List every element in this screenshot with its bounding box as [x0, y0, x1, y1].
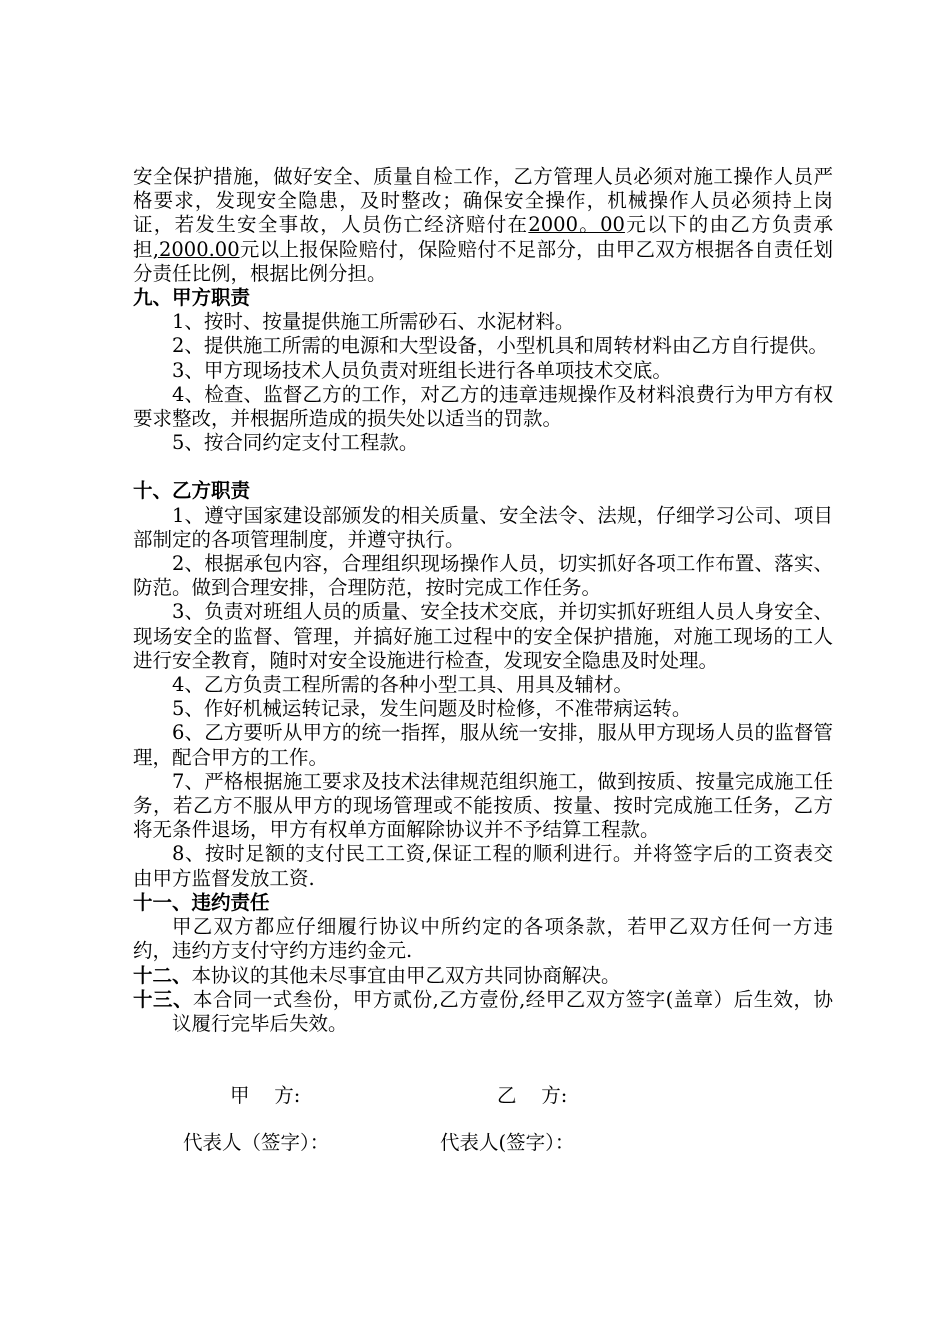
spacer	[133, 455, 833, 479]
section13	[133, 988, 833, 1036]
section10-item-5: 5、作好机械运转记录，发生问题及时检修，不准带病运转。	[172, 697, 692, 721]
contract-page	[133, 165, 833, 1036]
intro-text-a: 安全保护措施，做好安全、质量自检工作，乙方管理人员必须对施工操作人员严格要求，发现安全隐患，及时整改；确保安全操作，机械操作人员必须持上岗证，若发生安全事故，人员伤亡经济赔付在	[133, 165, 833, 237]
section9-item-4: 4、检查、监督乙方的工作，对乙方的违章违规操作及材料浪费行为甲方有权要求整改，并根据所造成的损失处以适当的罚款。	[133, 382, 833, 431]
section10-item-1: 1、遵守国家建设部颁发的相关质量、安全法令、法规，仔细学习公司、项目部制定的各项管理制度，并遵守执行。	[133, 503, 833, 551]
section11-text: 甲乙双方都应仔细履行协议中所约定的各项条款，若甲乙双方任何一方违约，违约方支付守约方违约金元.	[133, 915, 833, 963]
party-b-label: 乙 方:	[497, 1084, 568, 1107]
intro-text-c: 元以上报保险赔付，保险赔付不足部分，由甲乙双方根据各自责任划分责任比例，根据比例分担。	[133, 237, 833, 285]
section12-lead: 十二、	[133, 963, 192, 987]
section10-item-2: 2、根据承包内容，合理组织现场操作人员，切实抓好各项工作布置、落实、防范。做到合理安排，合理防范，按时完成工作任务。	[133, 552, 833, 600]
section10-heading: 十、乙方职责	[133, 479, 251, 503]
section13-lead: 十三、	[133, 987, 193, 1011]
section9-item-1: 1、按时、按量提供施工所需砂石、水泥材料。	[172, 310, 575, 334]
section11-heading: 十一、违约责任	[133, 890, 270, 914]
section13-text: 本合同一式叁份，甲方贰份,乙方壹份,经甲乙双方签字(盖章）后生效，协议履行完毕后失效。	[172, 987, 833, 1035]
section9-item-2: 2、提供施工所需的电源和大型设备，小型机具和周转材料由乙方自行提供。	[172, 334, 828, 358]
party-b-representative-signature: 代表人(签字）：	[440, 1131, 575, 1154]
intro-text-b: 元以下的由乙方负责承担	[133, 213, 833, 261]
section9-item-5: 5、按合同约定支付工程款。	[172, 431, 419, 455]
section12-text: 本协议的其他未尽事宜由甲乙双方共同协商解决。	[191, 963, 621, 987]
amount-2000-b: ,2000.00	[152, 237, 240, 261]
amount-2000-a: 2000。00	[528, 213, 625, 237]
section10-item-8: 8、按时足额的支付民工工资,保证工程的顺利进行。并将签字后的工资表交由甲方监督发放工资.	[133, 842, 833, 890]
intro-paragraph	[133, 165, 833, 286]
section12	[133, 964, 833, 988]
section10-item-4: 4、乙方负责工程所需的各种小型工具、用具及辅材。	[172, 673, 633, 697]
section9-item-3: 3、甲方现场技术人员负责对班组长进行各单项技术交底。	[172, 358, 672, 382]
section10-item-7: 7、严格根据施工要求及技术法律规范组织施工，做到按质、按量完成施工任务，若乙方不服从甲方的现场管理或不能按质、按量、按时完成施工任务，乙方将无条件退场，甲方有权单方面解除协议并不予结算工程款。	[133, 769, 833, 842]
party-a-representative-signature: 代表人（签字）：	[183, 1131, 330, 1154]
section10-item-6: 6、乙方要听从甲方的统一指挥，服从统一安排，服从甲方现场人员的监督管理，配合甲方的工作。	[133, 721, 833, 769]
section9-heading: 九、甲方职责	[133, 286, 251, 310]
party-a-label: 甲 方:	[230, 1084, 301, 1107]
section10-item-3: 3、负责对班组人员的质量、安全技术交底，并切实抓好班组人员人身安全、现场安全的监督、管理，并搞好施工过程中的安全保护措施，对施工现场的工人进行安全教育，随时对安全设施进行检查，发现安全隐患及时处理。	[133, 600, 833, 672]
